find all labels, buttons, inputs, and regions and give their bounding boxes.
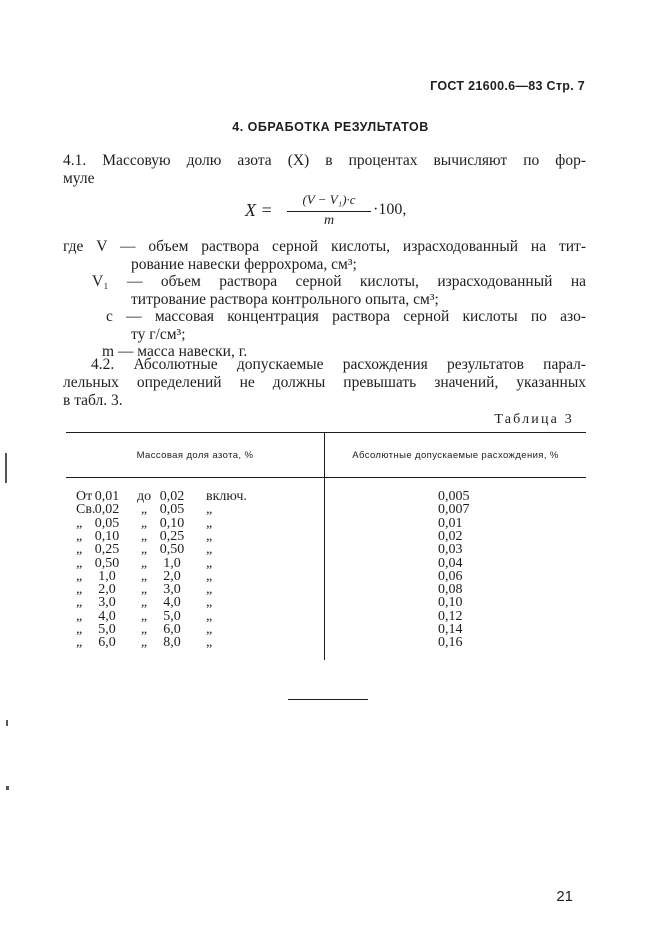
row-separator: „ (140, 515, 148, 531)
row-prefix: „ (76, 582, 83, 598)
standard-code: ГОСТ 21600.6—83 (430, 79, 543, 93)
row-prefix: „ (76, 555, 83, 571)
row-prefix: „ (76, 595, 83, 611)
row-to-value: 2,0 (163, 568, 181, 584)
row-from-value: 1,0 (98, 568, 116, 584)
row-prefix: „ (76, 622, 83, 637)
row-prefix: „ (76, 568, 83, 584)
row-separator: „ (140, 608, 148, 624)
table-header-rule (66, 477, 586, 478)
definition-c-line1: c — массовая концентрация раствора серной кислоты по азо- (106, 308, 586, 325)
row-suffix: „ (206, 542, 213, 558)
row-prefix: „ (76, 608, 83, 624)
paragraph-4-2-line2: лельных определений не должны превышать значений, указанных (63, 374, 586, 391)
row-from-value: 0,02 (94, 502, 120, 518)
row-suffix: „ (206, 555, 213, 571)
definition-v1-line2: титрование раствора контрольного опыта, см³; (131, 291, 439, 308)
row-suffix: „ (206, 595, 213, 611)
row-prefix: „ (76, 635, 83, 651)
row-suffix: „ (206, 568, 213, 584)
row-separator: „ (140, 502, 148, 518)
formula (245, 192, 445, 232)
row-to-value: 5,0 (163, 608, 181, 624)
formula-rhs: ·100, (373, 201, 407, 218)
row-deviation-value: 0,16 (438, 635, 463, 651)
row-suffix: „ (206, 608, 213, 624)
row-to-value: 0,50 (159, 542, 185, 558)
row-deviation-value: 0,03 (438, 542, 463, 558)
row-separator: „ (140, 528, 148, 544)
row-separator: до (137, 489, 152, 504)
row-from-value: 0,50 (94, 555, 120, 571)
row-prefix: Св. (76, 502, 96, 518)
row-deviation-value: 0,007 (438, 502, 470, 518)
formula-lhs: X = (245, 200, 273, 220)
row-from-value: 2,0 (98, 582, 116, 598)
row-from-value: 3,0 (98, 595, 116, 611)
row-deviation-value: 0,14 (438, 622, 463, 637)
row-prefix: От (76, 489, 93, 504)
row-from-value: 0,01 (94, 489, 120, 504)
row-suffix: „ (206, 582, 213, 598)
scan-mark (6, 720, 8, 726)
row-deviation-value: 0,12 (438, 608, 463, 624)
row-deviation-value: 0,08 (438, 582, 463, 598)
definition-c-line2: ту г/см³; (131, 326, 186, 343)
row-prefix: „ (76, 542, 83, 558)
definition-v-line1: где V — объем раствора серной кислоты, израсходованный на тит- (63, 238, 586, 255)
row-separator: „ (140, 582, 148, 598)
fraction-bar (287, 211, 371, 212)
row-to-value: 4,0 (163, 595, 181, 611)
paragraph-4-1-line1: 4.1. Массовую долю азота (X) в процентах вычисляют по фор- (63, 152, 586, 169)
row-separator: „ (140, 595, 148, 611)
row-to-value: 3,0 (163, 582, 181, 598)
table-column-divider (324, 432, 325, 660)
row-from-value: 4,0 (98, 608, 116, 624)
paragraph-4-2-line3: в табл. 3. (63, 392, 123, 409)
row-prefix: „ (76, 528, 83, 544)
table-header-nitrogen: Массовая доля азота, % (136, 450, 254, 461)
row-separator: „ (140, 635, 148, 651)
page-label: Стр. 7 (546, 79, 585, 93)
row-to-value: 0,05 (159, 502, 185, 518)
row-deviation-value: 0,01 (438, 515, 463, 531)
row-separator: „ (140, 542, 148, 558)
row-from-value: 0,25 (94, 542, 120, 558)
paragraph-4-2-line1: 4.2. Абсолютные допускаемые расхождения результатов парал- (91, 356, 586, 373)
page-number: 21 (556, 888, 573, 905)
scan-mark (6, 786, 9, 790)
row-suffix: „ (206, 515, 213, 531)
row-separator: „ (140, 622, 148, 637)
paragraph-4-1-line2: муле (63, 170, 95, 187)
row-to-value: 0,25 (159, 528, 185, 544)
table-top-rule (66, 432, 586, 433)
definition-m: m — масса навески, г. (102, 343, 248, 360)
row-to-value: 6,0 (163, 622, 181, 637)
row-suffix: „ (206, 622, 213, 637)
row-suffix: включ. (206, 489, 247, 504)
formula-denominator: m (323, 213, 335, 228)
row-to-value: 1,0 (163, 555, 181, 571)
row-to-value: 8,0 (163, 635, 181, 651)
row-deviation-value: 0,06 (438, 568, 463, 584)
row-separator: „ (140, 568, 148, 584)
row-from-value: 0,10 (94, 528, 120, 544)
row-from-value: 0,05 (94, 515, 120, 531)
row-suffix: „ (206, 635, 213, 651)
row-prefix: „ (76, 515, 83, 531)
row-to-value: 0,10 (159, 515, 185, 531)
table-header-deviation: Абсолютные допускаемые расхождения, % (352, 450, 559, 461)
section-title: 4. ОБРАБОТКА РЕЗУЛЬТАТОВ (232, 120, 429, 134)
row-suffix: „ (206, 502, 213, 518)
row-suffix: „ (206, 528, 213, 544)
scan-mark (5, 453, 7, 483)
row-to-value: 0,02 (159, 489, 185, 504)
end-rule (288, 699, 368, 700)
row-from-value: 5,0 (98, 622, 116, 637)
row-deviation-value: 0,04 (438, 555, 463, 571)
table-caption: Таблица 3 (494, 412, 574, 427)
row-deviation-value: 0,005 (438, 489, 470, 504)
row-deviation-value: 0,02 (438, 528, 463, 544)
row-separator: „ (140, 555, 148, 571)
definition-v-line2: рование навески феррохрома, см³; (131, 256, 357, 273)
row-deviation-value: 0,10 (438, 595, 463, 611)
formula-numerator: (V − V₁)·c (302, 192, 356, 207)
definition-v1-line1: V₁ — объем раствора серной кислоты, израсходованный на (92, 273, 586, 290)
row-from-value: 6,0 (98, 635, 116, 651)
page-header (430, 79, 585, 93)
